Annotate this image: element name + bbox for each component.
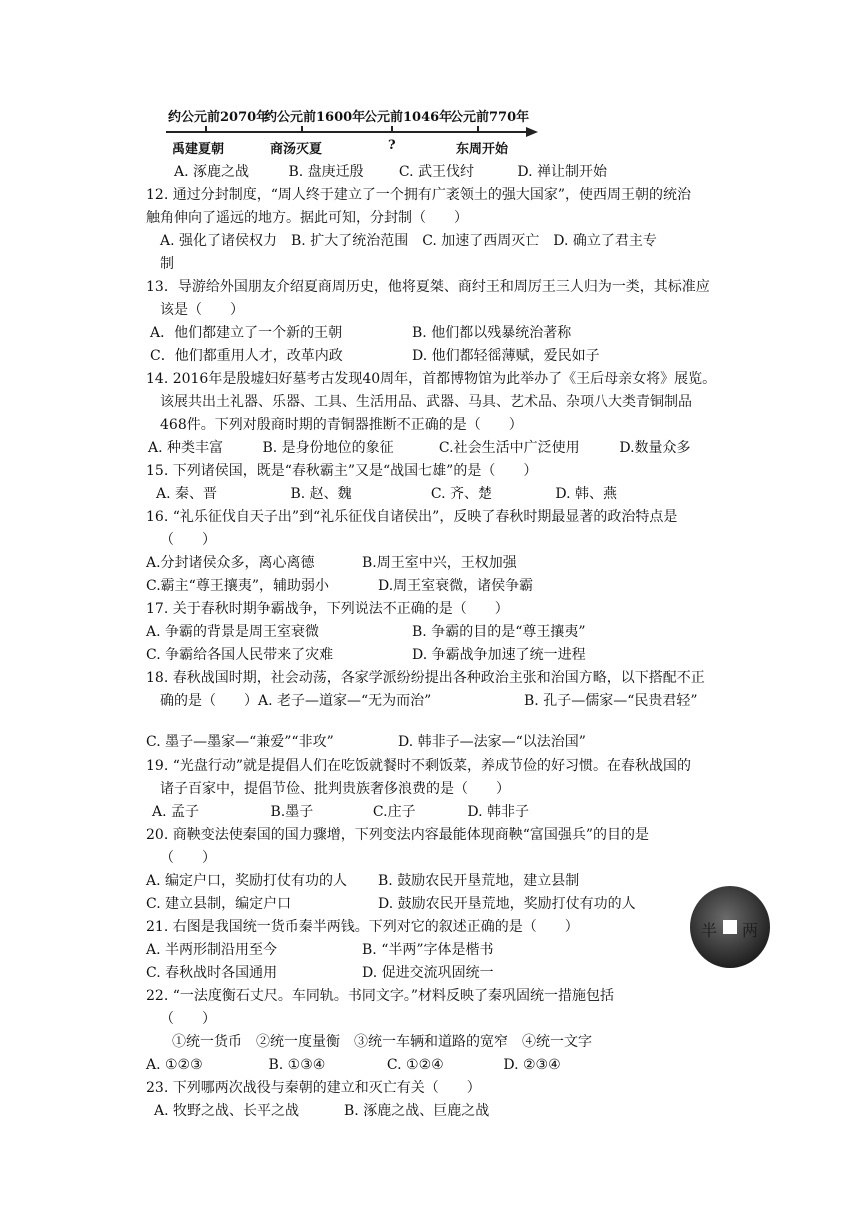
q15-option-c[interactable]: C. 齐、楚 [430, 486, 493, 502]
q14-option-d[interactable]: D.数量众多 [619, 440, 691, 456]
q22-option-d[interactable]: D. ②③④ [503, 1057, 561, 1073]
q11-option-c[interactable]: C. 武王伐纣 [398, 164, 475, 180]
q23-option-a[interactable]: A. 牧野之战、长平之战 [154, 1103, 300, 1119]
q18-stem-line1: 18. 春秋战国时期，社会动荡，各家学派纷纷提出各种政治主张和治国方略，以下搭配不正 [146, 670, 705, 686]
q22-options [146, 1055, 561, 1075]
q22-option-c[interactable]: C. ①②④ [386, 1057, 444, 1073]
q19-option-b[interactable]: B.墨子 [270, 804, 314, 820]
q20-stem-line2: （ ） [160, 850, 216, 866]
timeline-date-4: 公元前770年 [450, 110, 530, 125]
q15-option-a[interactable]: A. 秦、晋 [156, 486, 218, 502]
q13-option-d[interactable]: D. 他们都轻徭薄赋，爱民如子 [412, 348, 600, 364]
q14-option-b[interactable]: B. 是身份地位的象征 [262, 440, 394, 456]
q22-items: ①统一货币 ②统一度量衡 ③统一车辆和道路的宽窄 ④统一文字 [172, 1034, 592, 1050]
timeline-date-3: 公元前1046年 [364, 110, 453, 125]
coin-char-ban: 半 [701, 921, 718, 940]
q15-stem: 15. 下列诸侯国，既是“春秋霸主”又是“战国七雄”的是（ ） [146, 463, 538, 479]
q23-option-b[interactable]: B. 涿鹿之战、巨鹿之战 [344, 1103, 490, 1119]
q18-option-c[interactable]: C. 墨子—墨家—“兼爱”“非攻” [146, 734, 334, 750]
q19-option-d[interactable]: D. 韩非子 [467, 804, 529, 820]
timeline-event-2: 商汤灭夏 [270, 142, 323, 157]
q19-stem-line1: 19. “光盘行动”就是提倡人们在吃饭就餐时不剩饭菜，养成节俭的好习惯。在春秋战国的 [146, 758, 692, 774]
q18-stem-line2[interactable]: 确的是（ ）A. 老子—道家—“无为而治” [160, 693, 432, 709]
q16-stem-line2: （ ） [160, 532, 216, 548]
q13-option-a[interactable]: A．他们都建立了一个新的王朝 [150, 325, 343, 341]
q15-options [156, 484, 617, 504]
q12-stem-line2: 触角伸向了遥远的地方。据此可知，分封制（ ） [146, 210, 468, 226]
q13-option-c[interactable]: C．他们都重用人才，改革内政 [150, 348, 343, 364]
q17-stem: 17. 关于春秋时期争霸战争，下列说法不正确的是（ ） [146, 601, 509, 617]
q12-options[interactable]: A. 强化了诸侯权力 B. 扩大了统治范围 C. 加速了西周灭亡 D. 确立了君主专 [160, 233, 657, 249]
q20-option-a[interactable]: A. 编定户口，奖励打仗有功的人 [146, 873, 348, 889]
q19-option-c[interactable]: C.庄子 [372, 804, 416, 820]
q16-option-a[interactable]: A.分封诸侯众多，离心离德 [146, 555, 315, 571]
q22-option-b[interactable]: B. ①③④ [268, 1057, 326, 1073]
q16-option-d[interactable]: D.周王室衰微，诸侯争霸 [378, 578, 534, 594]
q14-option-a[interactable]: A. 种类丰富 [148, 440, 224, 456]
q11-option-a[interactable]: A. 涿鹿之战 [174, 164, 250, 180]
q17-option-c[interactable]: C. 争霸给各国人民带来了灾难 [146, 647, 334, 663]
q20-option-c[interactable]: C. 建立县制，编定户口 [146, 896, 292, 912]
q21-option-c[interactable]: C. 春秋战时各国通用 [146, 965, 278, 981]
q11-options [174, 162, 607, 182]
timeline-event-1: 禹建夏朝 [172, 142, 225, 157]
q17-option-a[interactable]: A. 争霸的背景是周王室衰微 [146, 624, 320, 640]
timeline-event-3: ? [388, 138, 396, 153]
q13-stem-line1: 13．导游给外国朋友介绍夏商周历史，他将夏桀、商纣王和周厉王三人归为一类，其标准应 [146, 279, 710, 295]
timeline-date-2: 约公元前1600年 [264, 110, 366, 125]
q11-option-b[interactable]: B. 盘庚迁殷 [288, 164, 364, 180]
q22-option-a[interactable]: A. ①②③ [146, 1057, 203, 1073]
q14-option-c[interactable]: C.社会生活中广泛使用 [438, 440, 580, 456]
coin-char-liang: 两 [742, 921, 759, 940]
timeline-figure [160, 98, 540, 160]
ban-liang-coin-image [688, 884, 772, 970]
q23-stem: 23. 下列哪两次战役与秦朝的建立和灭亡有关（ ） [146, 1080, 481, 1096]
q13-option-b[interactable]: B. 他们都以残暴统治著称 [412, 325, 572, 341]
q19-option-a[interactable]: A. 孟子 [152, 804, 200, 820]
q18-option-d[interactable]: D. 韩非子—法家—“以法治国” [398, 734, 586, 750]
q14-stem-line2: 该展共出土礼器、乐器、工具、生活用品、武器、马具、艺术品、杂项八大类青铜制品 [160, 394, 692, 410]
q21-option-b[interactable]: B. “半两”字体是楷书 [362, 942, 494, 958]
q17-option-d[interactable]: D. 争霸战争加速了统一进程 [412, 647, 586, 663]
q16-option-c[interactable]: C.霸主“尊王攘夷”，辅助弱小 [146, 578, 329, 594]
q21-option-d[interactable]: D. 促进交流巩固统一 [362, 965, 494, 981]
q17-option-b[interactable]: B. 争霸的目的是“尊王攘夷” [412, 624, 586, 640]
q19-options [152, 802, 529, 822]
q14-stem-line1: 14. 2016年是殷墟妇好墓考古发现40周年，首都博物馆为此举办了《王后母亲女将》展览。 [146, 371, 717, 387]
q18-option-b[interactable]: B. 孔子—儒家—“民贵君轻” [524, 693, 698, 709]
q15-option-b[interactable]: B. 赵、魏 [290, 486, 352, 502]
q13-stem-line2: 该是（ ） [160, 302, 244, 318]
q22-stem-line2: （ ） [160, 1011, 216, 1027]
q20-option-b[interactable]: B. 鼓励农民开垦荒地，建立县制 [378, 873, 580, 889]
q20-stem-line1: 20. 商鞅变法使秦国的国力骤增，下列变法内容最能体现商鞅“富国强兵”的目的是 [146, 827, 650, 843]
q12-stem-line1: 12. 通过分封制度，“周人终于建立了一个拥有广袤领土的强大国家”，使西周王朝的统治 [146, 187, 692, 203]
q19-stem-line2: 诸子百家中，提倡节俭、批判贵族奢侈浪费的是（ ） [160, 781, 510, 797]
q14-options [148, 438, 691, 458]
q16-option-b[interactable]: B.周王室中兴，王权加强 [362, 555, 517, 571]
timeline-event-4: 东周开始 [456, 142, 509, 157]
q21-option-a[interactable]: A. 半两形制沿用至今 [146, 942, 278, 958]
q14-stem-line3: 468件。下列对殷商时期的青铜器推断不正确的是（ ） [160, 417, 523, 433]
q12-options-cont: 制 [160, 256, 174, 272]
q11-option-d[interactable]: D. 禅让制开始 [517, 164, 607, 180]
q22-stem-line1: 22. “一法度衡石丈尺。车同轨。书同文字。”材料反映了秦巩固统一措施包括 [146, 988, 615, 1004]
q21-stem: 21. 右图是我国统一货币秦半两钱。下列对它的叙述正确的是（ ） [146, 919, 579, 935]
q15-option-d[interactable]: D. 韩、燕 [555, 486, 617, 502]
timeline-date-1: 约公元前2070年 [168, 110, 270, 125]
q20-option-d[interactable]: D. 鼓励农民开垦荒地，奖励打仗有功的人 [378, 896, 636, 912]
q16-stem-line1: 16. “礼乐征伐自天子出”到“礼乐征伐自诸侯出”，反映了春秋时期最显著的政治特点是 [146, 509, 678, 525]
